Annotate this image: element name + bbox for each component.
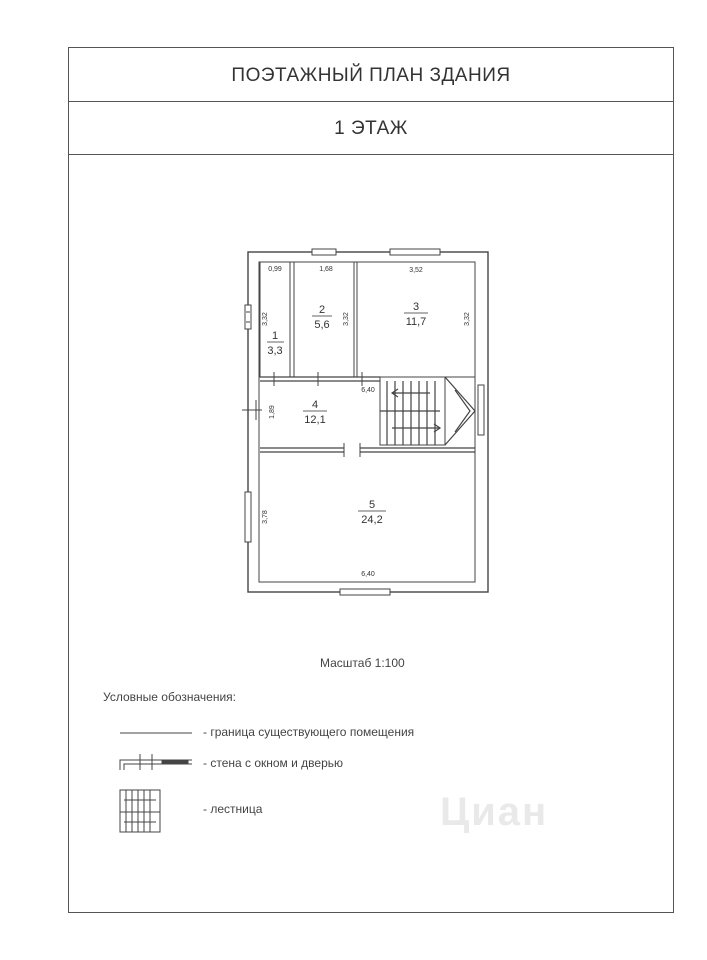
wall-window-door-icon <box>120 754 192 770</box>
dim-room4-height: 1,89 <box>269 405 276 419</box>
dim-room5-height: 3,78 <box>262 510 269 524</box>
room-2-area: 5,6 <box>314 319 330 331</box>
legend-item-wall: - стена с окном и дверью <box>203 756 344 770</box>
scale-label: Масштаб 1:100 <box>320 656 405 670</box>
dim-room1-height: 3,32 <box>262 312 269 326</box>
dim-room5-width: 6,40 <box>361 571 375 578</box>
room-5-area: 24,2 <box>361 514 383 526</box>
room-3-number: 3 <box>412 301 420 313</box>
dim-room3-height: 3,32 <box>464 312 471 326</box>
floor-label: 1 ЭТАЖ <box>69 101 673 155</box>
windows <box>245 249 484 595</box>
walls <box>248 252 488 592</box>
sheet-title: ПОЭТАЖНЫЙ ПЛАН ЗДАНИЯ <box>69 48 673 102</box>
dim-room3-width: 3,52 <box>409 267 423 274</box>
room-1-number: 1 <box>271 330 279 342</box>
dim-room4-width: 6,40 <box>361 387 375 394</box>
room-3-area: 11,7 <box>405 316 427 328</box>
room-5-number: 5 <box>368 499 376 511</box>
legend-item-line: - граница существующего помещения <box>203 725 415 739</box>
doors <box>242 372 362 457</box>
room-1-area: 3,3 <box>267 345 283 357</box>
legend-title: Условные обозначения: <box>103 690 236 704</box>
staircase-icon <box>120 790 160 832</box>
legend-item-stairs: - лестница <box>203 802 263 816</box>
dimension-labels <box>262 266 471 578</box>
room-labels <box>267 301 428 526</box>
dim-room2-width: 1,68 <box>319 266 333 273</box>
watermark: Циан <box>440 790 549 834</box>
dim-room1-width: 0,99 <box>268 266 282 273</box>
room-4-number: 4 <box>311 399 319 411</box>
dim-room2-height: 3,32 <box>343 312 350 326</box>
room-2-number: 2 <box>318 304 326 316</box>
room-4-area: 12,1 <box>304 414 326 426</box>
